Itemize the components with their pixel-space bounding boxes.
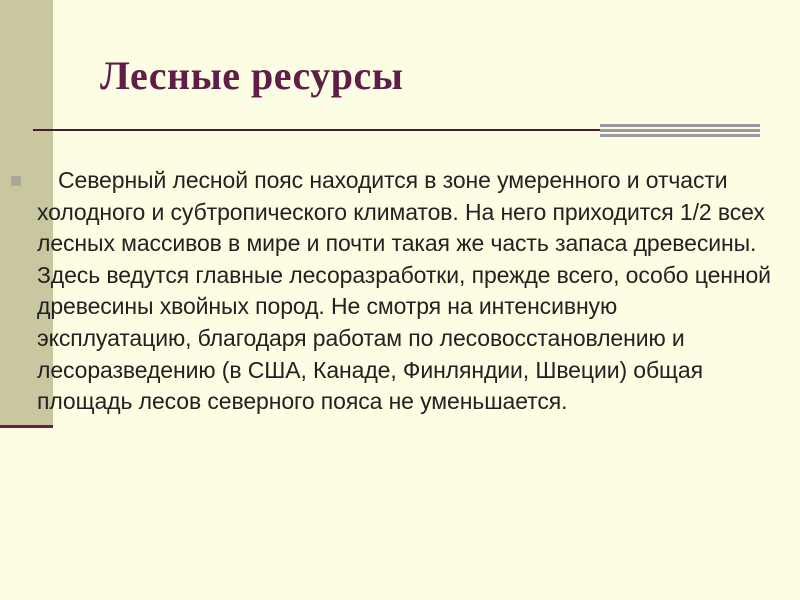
slide-title: Лесные ресурсы [100, 53, 404, 98]
square-bullet-icon [11, 176, 21, 186]
body-paragraph: Северный лесной пояс находится в зоне умеренного и отчасти холодного и субтропического климатов. На него приходится 1/2 всех лесных массивов в мире и почти такая же часть запаса древесины. Здесь ведутся главные лесоразработки, прежде всего, особо ценной древесины хвойных пород. Не смотря на интенсивную эксплуатацию, благодаря работам по лесовосстановлению и лесоразведению (в США, Канаде, Финляндии, Швеции) общая площадь лесов северного пояса не уменьшается. [37, 167, 771, 415]
left-band-underline [0, 425, 53, 428]
title-divider-accent [600, 124, 760, 138]
